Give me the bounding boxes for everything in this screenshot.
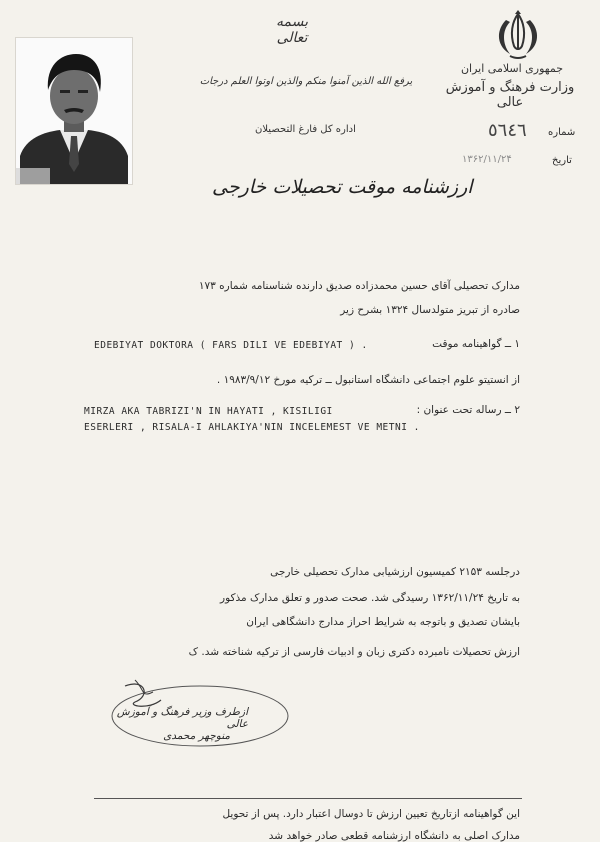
emblem-icon <box>488 6 548 64</box>
office-name: اداره کل فارغ التحصیلان <box>255 124 356 135</box>
item-1-detail: از انستیتو علوم اجتماعی دانشگاه استانبول ــ ترکیه مورخ ۱۹۸۳/۹/۱۲ . <box>216 374 520 386</box>
decision-line-3: بایشان تصدیق و باتوجه به شرایط احراز مدارج دانشگاهی ایران <box>246 616 520 628</box>
decision-line-2: به تاریخ ۱۳۶۲/۱۱/۲۴ رسیدگی شد. صحت صدور و تعلق مدارک مذکور <box>220 592 520 604</box>
ministry-country: جمهوری اسلامی ایران <box>460 62 564 75</box>
item-2-label: ۲ ــ رساله تحت عنوان : <box>416 404 520 416</box>
item-1-label: ۱ ــ گواهینامه موقت <box>432 338 520 350</box>
footer-line-1: این گواهینامه ازتاریخ تعیین ارزش تا دوسال اعتبار دارد. پس از تحویل <box>222 808 520 820</box>
footer-divider <box>94 798 522 799</box>
date-value: ۱۳۶۲/۱۱/۲۴ <box>462 154 512 165</box>
date-label: تاریخ <box>552 155 572 166</box>
body-line-2: صادره از تبریز متولدسال ۱۳۲۴ بشرح زیر <box>340 304 520 316</box>
item-1-degree: EDEBIYAT DOKTORA ( FARS DILI VE EDEBIYAT ) . <box>94 340 368 351</box>
footer-line-2: مدارک اصلی به دانشگاه ارزشنامه قطعی صادر خواهد شد <box>268 830 520 842</box>
ministry-name: وزارت فرهنگ و آموزش عالی <box>445 80 575 110</box>
signature-line-1: ازطرف وزیر فرهنگ و آموزش عالی <box>116 706 248 730</box>
basmala: بسمه تعالی <box>276 14 308 46</box>
number-value: ٥٦٤٦ <box>488 120 527 141</box>
item-2-thesis-line-1: MIRZA AKA TABRIZI'N IN HAYATI , KISILIGI <box>84 406 333 417</box>
portrait-photo <box>16 38 132 184</box>
certificate-title: ارزشنامه موقت تحصیلات خارجی <box>212 176 473 198</box>
body-line-1: مدارک تحصیلی آقای حسین محمدزاده صدیق دارنده شناسنامه شماره ۱۷۳ <box>198 280 520 292</box>
item-2-thesis-line-2: ESERLERI , RISALA-I AHLAKIYA'NIN INCELEMEST VE METNI . <box>84 422 420 433</box>
quran-verse: يرفع الله الذين آمنوا منكم والذين اوتوا العلم درجات <box>199 76 413 87</box>
signature-name: منوچهر محمدی <box>163 730 230 742</box>
decision-line-1: درجلسه ۲۱۵۳ کمیسیون ارزشیابی مدارک تحصیلی خارجی <box>270 566 520 578</box>
decision-line-4: ارزش تحصیلات نامبرده دکتری زبان و ادبیات فارسی از ترکیه شناخته شد. ک <box>188 646 520 658</box>
number-label: شماره <box>548 127 576 138</box>
